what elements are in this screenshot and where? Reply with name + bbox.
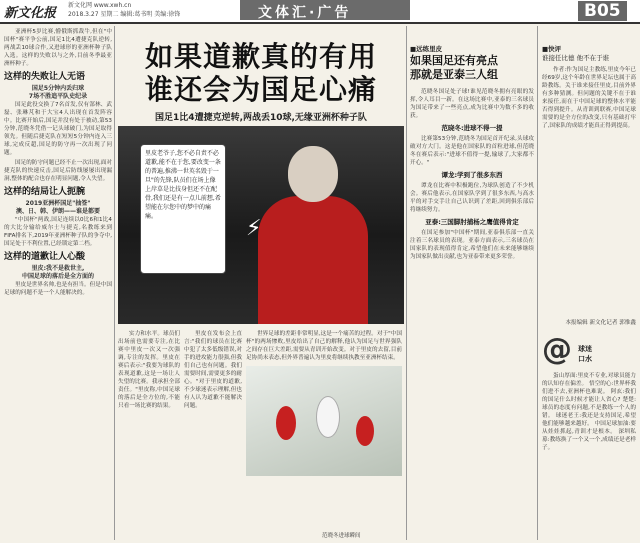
- left-subhead-1: 这样的失败让人无语: [4, 72, 86, 82]
- photo-caption: 范晓冬进球瞬间: [322, 533, 361, 539]
- page-number: B05: [578, 1, 627, 21]
- right-headline-line1: 如果国足还有亮点: [410, 54, 498, 67]
- page-header: [0, 0, 640, 24]
- left-body-1: 国足此役交换了7名首发,仅有郜林、武磊、张琳芃和于大宝4人出现在首发阵容中。比赛开始后,国足并没有处于被动,第53分钟,范晓冬凭借一记头球破门,为国足取得领先。但随后捷克队在短短5分钟内连入三球,完成反超,国足的防守再一次出现了问题。: [4, 102, 112, 156]
- fan-section-sublabel: 口水: [578, 355, 592, 363]
- main-headline-line1: 如果道歉真的有用: [144, 40, 377, 73]
- left-subhead-1-note1: 国足5分钟内丢归球: [31, 85, 85, 92]
- player-red-2: [356, 416, 374, 446]
- header-meta-line2: 2018.3.27 星期二 编辑:葛书明 美编:徐锋: [68, 11, 181, 18]
- crack-icon: ⚡: [246, 216, 262, 241]
- middle-column-3: [246, 330, 402, 364]
- right-headline-line2: 那就是亚泰三人组: [410, 68, 498, 81]
- coach-jersey: [258, 196, 368, 324]
- quick-review-title2: 他不在于谁: [576, 54, 610, 62]
- match-photo: [246, 366, 402, 476]
- fan-section-label: 球迷: [578, 345, 592, 353]
- quick-review-tag: ■快评: [542, 45, 562, 53]
- at-icon: @: [542, 332, 572, 367]
- left-body-2: 国足的防守问题已经不止一次出现,面对捷克队的快速反击,国足后防线屡屡出现漏洞,整体的配合也存在明显问题,令人失望。: [4, 160, 112, 182]
- middle-text-1: 实力和水平。球员们出场前也需要专注,在比赛中里皮一次又一次强调,专注的发挥。里皮在赛后表示:"我要为球队的表现道歉,这是一场让人失望的比赛。我承担全部责任。"里皮称,中国足球的落后是全方位的,不能只看一场比赛的结果。: [118, 331, 180, 409]
- newspaper-logo: 新文化报: [4, 6, 57, 21]
- left-body-4: 里皮是世界名帅,也是有担当。但是中国足球的问题不是一个人能解决的。: [4, 282, 112, 296]
- coach-head: [288, 146, 338, 202]
- left-body-3: "中国杯"两战,国足连续以0比6和1比4的大比分输给威尔士与捷克,名教练来到FIFA排名下,2019年亚洲杯种子队的争夺中,国足处于不利位置,已经锁定第二档。: [4, 217, 112, 247]
- left-subhead-2-note2: 澳、日、韩、伊朗——谁是都要: [15, 208, 100, 215]
- left-subhead-2-note1: 2019亚洲杯国足"抽签": [25, 200, 91, 207]
- player-white: [316, 396, 340, 438]
- quick-review-title: [542, 54, 636, 63]
- middle-text-2: 里皮在发布会上直言:"我们的球员在比赛中犯了太多低级错误,对手的进攻能力很强,但我们自己也有问题。我们需要时间,需要更多的耐心。"对于里皮的道歉,不少球迷表示理解,但也有人认为道歉不能解决问题。: [184, 331, 242, 409]
- left-subhead-3-note1: 里皮:我不是救世主,: [31, 265, 85, 272]
- left-subhead-1-note2: 7场不胜追平队史纪录: [28, 93, 88, 100]
- left-subhead-3: 这样的道歉让人心酸: [4, 252, 86, 262]
- quick-review-byline: 本报编辑 新文化记者 郭惟鑫: [565, 320, 636, 326]
- quick-review-body: [542, 66, 636, 316]
- right-subhead-3: 亚泰:三国脚肘捕杨之鹰值得肯定: [425, 218, 519, 226]
- main-headline: [118, 40, 404, 106]
- right-body-1: 范晓冬国足处子球!谁见范晓冬拥有亮眼的发挥,令人耳目一新。在这场比赛中,亚泰的三名球员为国足带来了一些亮点,成为比赛中为数不多的收获。: [410, 89, 534, 119]
- coach-photo: [118, 126, 404, 324]
- quick-review-text: 作者:作为国足主教练,里皮今年已经69岁,这个年龄在世界足坛也属于高龄教练。关于谁来接任里皮,目前外界有多种猜测。但问题的关键不在于谁来接任,而在于中国足球的整体水平能否得到提升。从青训到联赛,中国足球需要的是全方位的改变,只有基础打牢了,国家队的成绩才能真正得到提高。: [542, 67, 636, 129]
- middle-column-1: [118, 330, 180, 534]
- speech-bubble: 里皮老爷子,您不必自责不必道歉,能不在于您,要改变一条的普遍,推沸一世英名毁于一旦"的先锋,队员们在场上像上岸草是比技身但还不在配骨,我们还是有一点儿前想,希望能在尔您中的梦中的痛痛。: [140, 144, 226, 274]
- column-divider: [406, 26, 407, 540]
- quick-review-title1: 谁接任比德: [542, 54, 575, 62]
- right-tag: ■远练里皮: [410, 45, 443, 53]
- right-body-4: 在国足参加"中国杯"期间,亚泰俱乐部一直关注着三名球员的表现。亚泰方面表示,三名球员在国家队的表现值得肯定,希望他们在未来能够继续为国家队做出贡献,也为亚泰带来更多荣誉。: [410, 230, 534, 260]
- right-subhead-1: 范晓冬:进球不得一提: [441, 124, 503, 132]
- left-subhead-2: 这样的结局让人扼腕: [4, 187, 86, 197]
- header-meta-line1: 新文化网 www.xwh.cn: [68, 2, 132, 9]
- right-body-3: 谭龙在比赛中积极跑位,为球队创造了不少机会。赛后他表示,在国家队学到了很多东西,与高水平的对手交手让自己认识到了差距,回到俱乐部后将继续努力。: [410, 183, 534, 213]
- right-headline: [410, 54, 532, 82]
- right-subhead-2: 谭龙:学到了很多东西: [441, 171, 503, 179]
- player-red: [276, 406, 296, 440]
- middle-text-3: 世界足球的差距非常明显,这是一个痛苦的过程。对于"中国杯"的两场惨败,里皮给出了自己的解释,他认为国足与世界强队之间存在巨大差距,需要从青训开始改变。对于里皮的去留,目前足协尚未表态,但外界普遍认为里皮将继续执教至亚洲杯结束。: [246, 331, 402, 361]
- column-divider: [537, 26, 538, 540]
- middle-column-2: [184, 330, 242, 534]
- fan-comments-text: 蛋山厚面:里皮不专业,对球员能力的认知存在偏差。 悟空的心:世界杯我们进不去,亚洲杯也难说。 阿玄:我们的国足什么时候才能让人省心? 楚楚:球员的态度有问题,不是教练一个人的错。 球迷老王:我还是支持国足,希望他们能够越来越好。 中国足球加油:要从娃娃抓起,青训才是根本。 深圳私募:教练换了一个又一个,成绩还是老样子。: [542, 373, 636, 451]
- column-divider: [114, 26, 115, 540]
- left-subhead-3-note2: 中国足球的落后是全方面的: [21, 273, 94, 280]
- left-intro: 亚洲杯5岁比赛,懵俄斯抓裁牛,但在"中国杯"赛平争公前,国足1比4遭捷克队逆转,两战丢10球合作,又进球形的亚洲杯种子队入选。这样的失败以与之外,目前冬季最亚洲杯种子。: [4, 29, 112, 67]
- right-article-body: [410, 88, 534, 534]
- right-body-2: 比赛第53分钟,范晓冬为国足首开纪录,头球攻破对方大门。这是他在国家队的首粒进球,但范晓冬在赛后表示:"进球不值得一提,输球了,大家都不开心。": [410, 136, 534, 166]
- fan-comments: [542, 372, 636, 534]
- main-headline-line2: 谁还会为国足心痛: [144, 73, 377, 106]
- section-title: 文体汇·广告: [258, 5, 352, 21]
- header-meta: [68, 1, 180, 19]
- main-subhead: 国足1比4遭捷克逆转,两战丢10球,无缘亚洲杯种子队: [155, 113, 367, 123]
- left-column: [4, 28, 112, 540]
